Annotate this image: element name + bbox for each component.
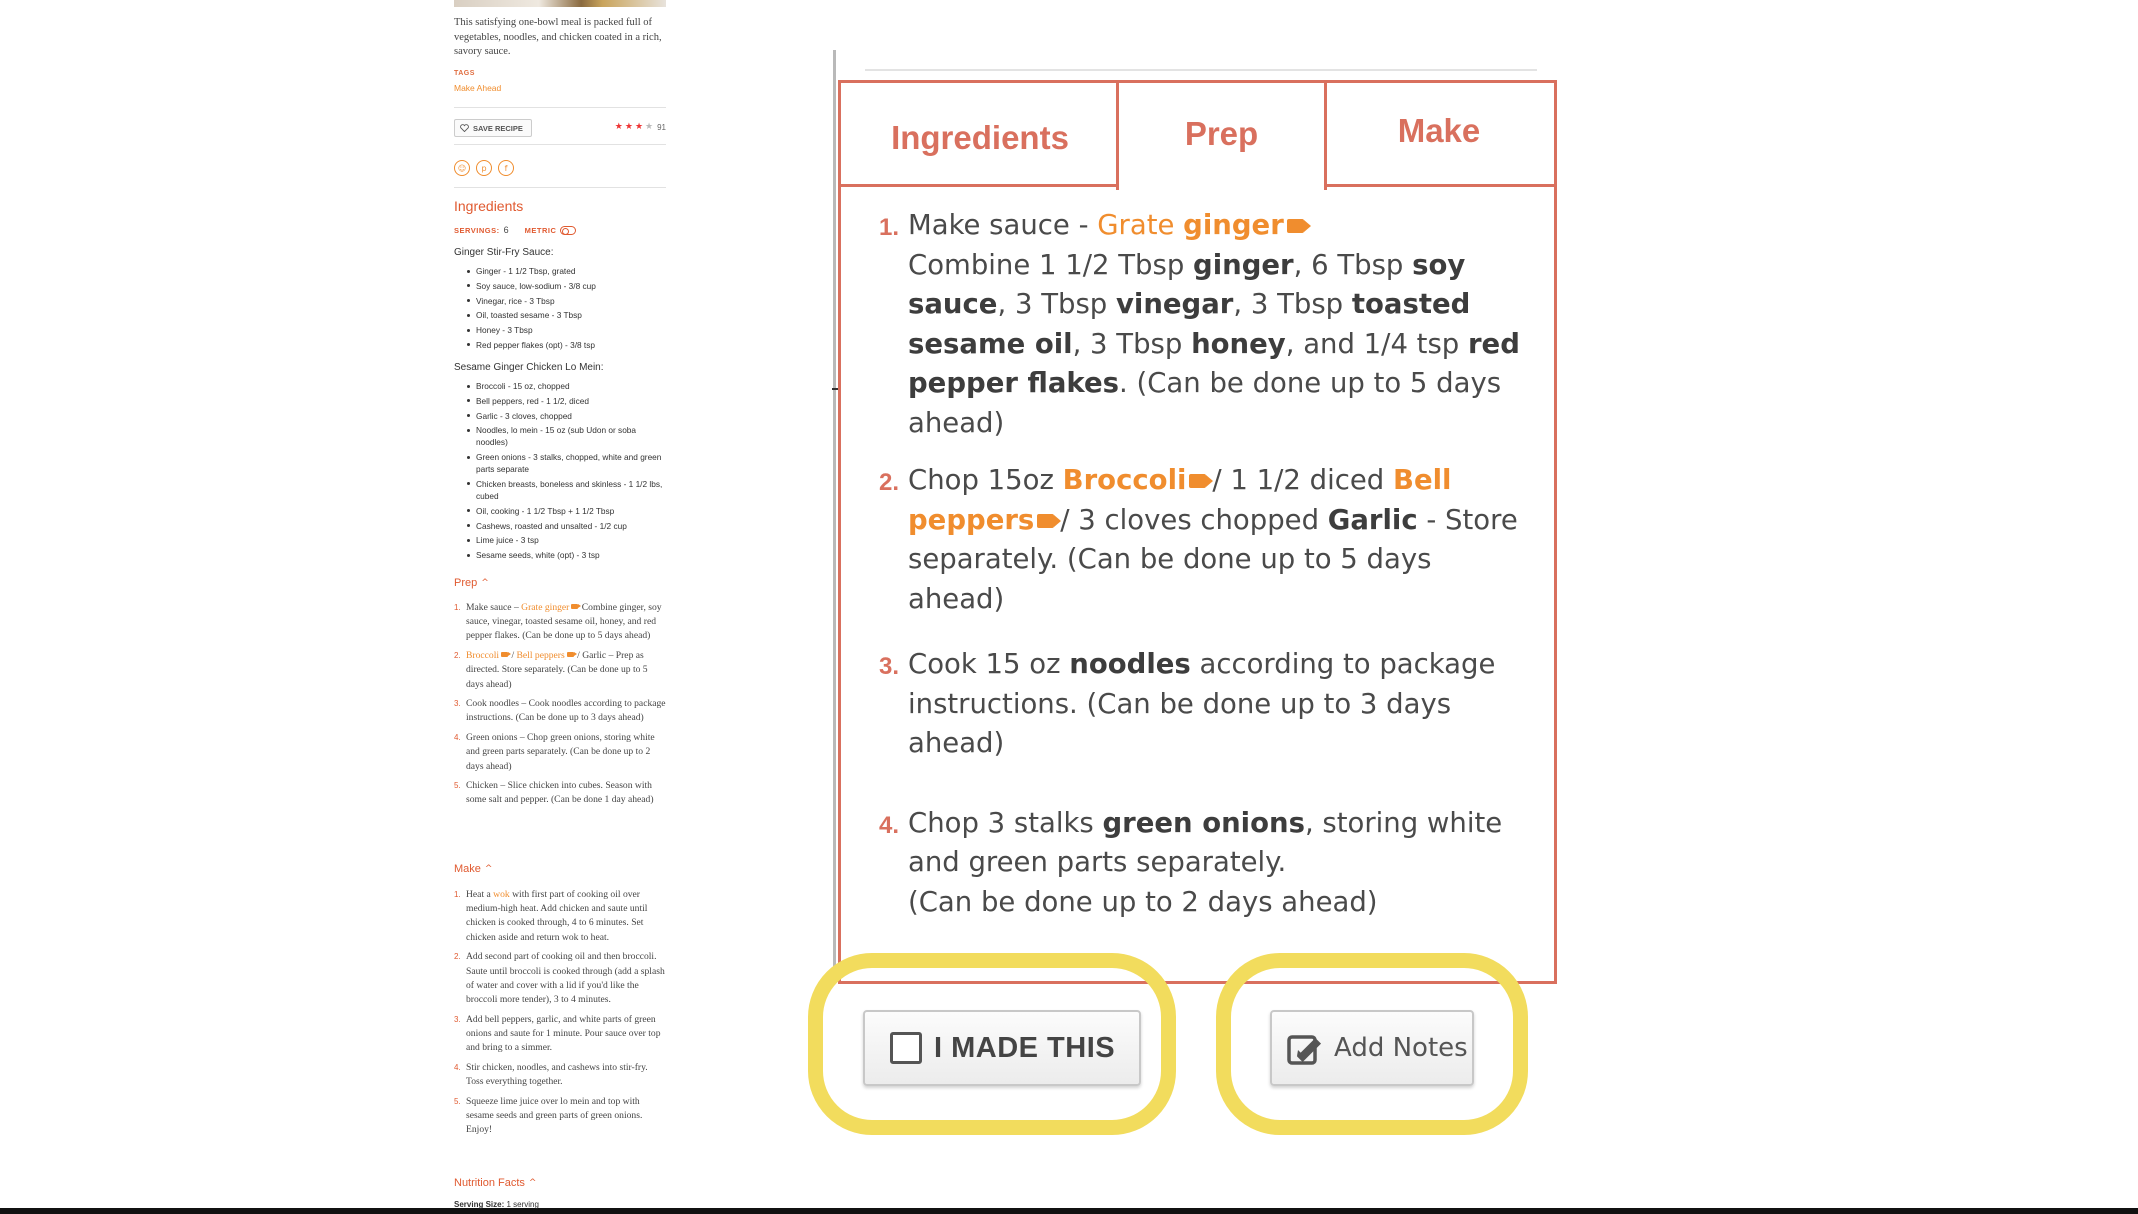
prep-steps-zoomed <box>876 206 1536 962</box>
servings-row <box>454 225 576 235</box>
list-item: Sesame seeds, white (opt) - 3 tsp <box>476 549 666 561</box>
list-item: 1. Make sauce - Grate ginger Combine 1 1/2 Tbsp ginger, 6 Tbsp soy sauce, 3 Tbsp vinegar, 3 Tbsp toasted sesame oil, 3 Tbsp honey, and 1/4 tsp red pepper flakes. (Can be done up to 5 days ahead) <box>879 209 1520 439</box>
list-item: 2. Add second part of cooking oil and then broccoli. Saute until broccoli is cooked through (add a splash of water and cover with a lid if you'd like the broccoli more tender), 3 to 4 minutes. <box>454 951 665 1005</box>
make-steps <box>454 888 666 1143</box>
list-item: Lime juice - 3 tsp <box>476 534 666 546</box>
video-camera-icon[interactable] <box>1287 219 1304 233</box>
make-heading[interactable] <box>454 863 492 875</box>
bell-peppers-link[interactable]: Bell peppers <box>516 650 565 662</box>
list-item: 3. Cook noodles – Cook noodles according to package instructions. (Can be done up to 3 days ahead) <box>454 698 666 724</box>
chevron-up-icon: ^ <box>484 864 493 874</box>
facebook-icon[interactable]: f <box>498 160 514 176</box>
nutrition-heading[interactable] <box>454 1177 536 1189</box>
bottom-border <box>0 1208 2138 1214</box>
recipe-description: This satisfying one-bowl meal is packed full of vegetables, noodles, and chicken coated in a rich, savory sauce. <box>454 17 662 57</box>
ingredient-list <box>476 265 666 354</box>
prep-heading-label: Prep <box>454 577 478 589</box>
broccoli-link[interactable]: Broccoli <box>466 650 500 662</box>
toggle-icon[interactable] <box>560 226 576 235</box>
list-item: 5. Squeeze lime juice over lo mein and top with sesame seeds and green parts of green onions. Enjoy! <box>454 1095 643 1136</box>
list-item: 5. Chicken – Slice chicken into cubes. Season with some salt and pepper. (Can be done 1 day ahead) <box>454 780 654 806</box>
make-heading-label: Make <box>454 863 481 875</box>
divider <box>454 107 666 108</box>
list-item: Chicken breasts, boneless and skinless - 1 1/2 lbs, cubed <box>476 478 666 502</box>
checkbox-icon[interactable] <box>890 1032 922 1064</box>
save-recipe-label: SAVE RECIPE <box>473 123 523 133</box>
recipe-page-column <box>454 0 666 1210</box>
list-item: Red pepper flakes (opt) - 3/8 tsp <box>476 339 666 351</box>
pinterest-icon[interactable]: p <box>476 160 492 176</box>
servings-value[interactable]: 6 <box>503 225 509 235</box>
i-made-this-button[interactable] <box>863 1010 1141 1086</box>
ingredients-heading: Ingredients <box>454 198 524 214</box>
list-item: 1. Make sauce – Grate ginger Combine ginger, soy sauce, vinegar, toasted sesame oil, honey, and red pepper flakes. (Can be done up to 5 days ahead) <box>454 602 662 642</box>
grate-ginger-link[interactable]: Grate ginger <box>1097 209 1284 241</box>
ingredient-list <box>476 380 666 564</box>
star-icon: ★ <box>634 122 644 132</box>
list-item: Cashews, roasted and unsalted - 1/2 cup <box>476 520 666 532</box>
ingredient-group-title: Ginger Stir-Fry Sauce: <box>454 247 554 258</box>
chevron-up-icon: ^ <box>481 578 489 588</box>
divider <box>454 187 666 188</box>
list-item: Bell peppers, red - 1 1/2, diced <box>476 395 666 407</box>
list-item: 2. Chop 15oz Broccoli / 1 1/2 diced Bell peppers / 3 cloves chopped Garlic - Store separately. (Can be done up to 5 days ahead) <box>879 464 1518 615</box>
video-camera-icon[interactable] <box>501 652 508 657</box>
save-recipe-button[interactable] <box>454 119 532 137</box>
metric-label: METRIC <box>524 225 557 235</box>
prep-steps <box>454 601 666 813</box>
list-item: Oil, toasted sesame - 3 Tbsp <box>476 309 666 321</box>
grate-ginger-link[interactable]: Grate ginger <box>521 602 570 613</box>
list-item: Soy sauce, low-sodium - 3/8 cup <box>476 280 666 292</box>
chevron-up-icon: ^ <box>528 1178 537 1188</box>
tags-heading: TAGS <box>454 70 475 77</box>
star-icon: ★ <box>614 122 623 132</box>
tag-make-ahead[interactable]: Make Ahead <box>454 83 502 93</box>
list-item: Oil, cooking - 1 1/2 Tbsp + 1 1/2 Tbsp <box>476 505 666 517</box>
emoji-icon[interactable]: ☺ <box>454 160 470 176</box>
recipe-photo <box>454 0 666 7</box>
share-icons <box>454 160 514 176</box>
list-item: 4. Chop 3 stalks green onions, storing white and green parts separately. (Can be done up to 2 days ahead) <box>879 806 1503 918</box>
rating-stars[interactable] <box>615 122 666 132</box>
list-item: 3. Cook 15 oz noodles according to package instructions. (Can be done up to 3 days ahead) <box>879 648 1496 759</box>
add-notes-button[interactable] <box>1270 1010 1474 1086</box>
prep-heading[interactable] <box>454 577 489 589</box>
active-tab-gap <box>1122 183 1321 189</box>
video-camera-icon[interactable] <box>1037 514 1054 528</box>
servings-label: SERVINGS: <box>454 225 500 235</box>
heart-icon <box>460 124 469 132</box>
star-icon: ★ <box>624 122 633 132</box>
list-item: Garlic - 3 cloves, chopped <box>476 410 666 422</box>
list-item: 4. Stir chicken, noodles, and cashews into stir-fry. Toss everything together. <box>454 1061 648 1087</box>
panel-edge <box>833 50 836 970</box>
list-item: Ginger - 1 1/2 Tbsp, grated <box>476 265 666 277</box>
tab-ingredients[interactable]: Ingredients <box>838 80 1119 187</box>
nutrition-heading-label: Nutrition Facts <box>454 1177 525 1189</box>
add-notes-label: Add Notes <box>1334 1033 1468 1063</box>
serving-size: Serving Size: 1 serving <box>454 1200 539 1209</box>
list-item: Noodles, lo mein - 15 oz (sub Udon or soba noodles) <box>476 424 666 448</box>
wok-link[interactable]: wok <box>493 889 510 900</box>
list-item: 3. Add bell peppers, garlic, and white parts of green onions and saute for 1 minute. Pour sauce over top and bring to a simmer. <box>454 1013 661 1054</box>
divider <box>454 144 666 145</box>
video-camera-icon[interactable] <box>571 604 578 609</box>
list-item: 4. Green onions – Chop green onions, storing white and green parts separately. (Can be done up to 2 days ahead) <box>454 732 655 772</box>
rating-count: 91 <box>657 122 666 132</box>
list-item: Broccoli - 15 oz, chopped <box>476 380 666 392</box>
edit-note-icon <box>1286 1029 1324 1067</box>
tab-prep[interactable]: Prep <box>1116 80 1327 190</box>
video-camera-icon[interactable] <box>567 652 574 657</box>
tab-make[interactable]: Make <box>1324 80 1557 187</box>
star-icon: ★ <box>645 122 654 132</box>
i-made-this-label: I MADE THIS <box>934 1031 1116 1064</box>
list-item: Green onions - 3 stalks, chopped, white and green parts separate <box>476 451 666 475</box>
bell-peppers-link[interactable]: Bell peppers <box>908 464 1452 536</box>
list-item: Vinegar, rice - 3 Tbsp <box>476 295 666 307</box>
video-camera-icon[interactable] <box>1189 474 1206 488</box>
ingredient-group-title: Sesame Ginger Chicken Lo Mein: <box>454 362 604 373</box>
list-item: Honey - 3 Tbsp <box>476 324 666 336</box>
list-item: 1. Heat a wok with first part of cooking oil over medium-high heat. Add chicken and saute until chicken is cooked through, 4 to 6 minutes. Set chicken aside and return wok to heat. <box>454 889 648 943</box>
divider <box>865 69 1537 71</box>
broccoli-link[interactable]: Broccoli <box>1062 464 1187 496</box>
list-item: 2. Broccoli / Bell peppers / Garlic – Prep as directed. Store separately. (Can be done up to 5 days ahead) <box>454 650 648 690</box>
